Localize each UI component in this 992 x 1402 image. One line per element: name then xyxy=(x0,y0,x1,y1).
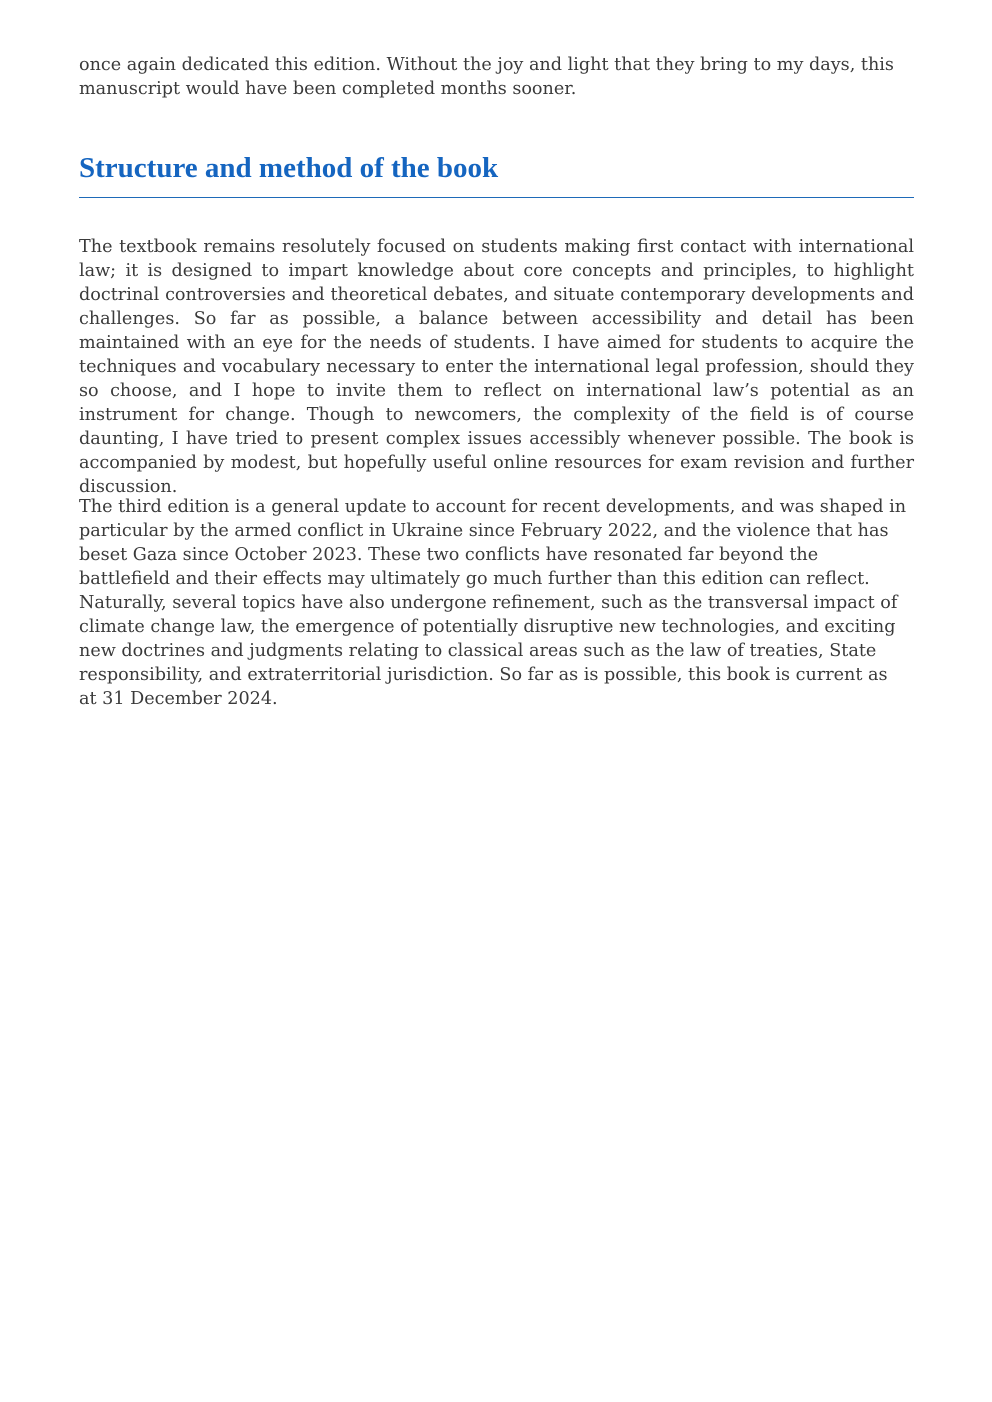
intro-paragraph: once again dedicated this edition. Without the joy and light that they bring to my days, this manuscript would have been completed months sooner. xyxy=(79,55,894,99)
section-heading: Structure and method of the book xyxy=(79,152,499,184)
body-paragraph-1: The textbook remains resolutely focused on students making first contact with international law; it is designed to impart knowledge about core concepts and principles, to highlight doctrinal controversies and theoretical debates, and situate contemporary developments and challenges. So far as possible, a balance between accessibility and detail has been maintained with an eye for the needs of students. I have aimed for students to acquire the techniques and vocabulary necessary to enter the international legal profession, should they so choose, and I hope to invite them to reflect on international law’s potential as an instrument for change. Though to newcomers, the complexity of the field is of course daunting, I have tried to present complex issues accessibly whenever possible. The book is accompanied by modest, but hopefully useful online resources for exam revision and further discussion. xyxy=(79,237,914,497)
body-paragraph-2: The third edition is a general update to account for recent developments, and was shaped in particular by the armed conflict in Ukraine since February 2022, and the violence that has beset Gaza since October 2023. These two conflicts have resonated far beyond the battlefield and their effects may ultimately go much further than this edition can reflect. Naturally, several topics have also undergone refinement, such as the transversal impact of climate change law, the emergence of potentially disruptive new technologies, and exciting new doctrines and judgments relating to classical areas such as the law of treaties, State responsibility, and extraterritorial jurisdiction. So far as is possible, this book is current as at 31 December 2024. xyxy=(79,497,907,709)
heading-divider xyxy=(79,197,914,198)
